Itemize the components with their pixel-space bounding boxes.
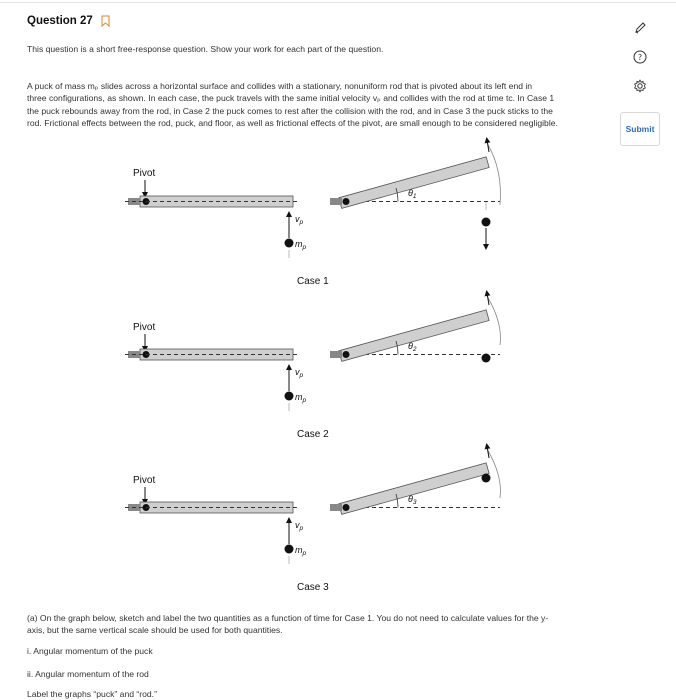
pivot-point bbox=[343, 504, 350, 511]
body-line: A puck of mass mₚ slides across a horizontal surface and collides with a stationary, nonuniform rod that is pivoted about its left end in bbox=[27, 81, 533, 91]
question-intro: This question is a short free-response question. Show your work for each part of the question. bbox=[27, 44, 384, 54]
velocity-label: $v_p$ bbox=[295, 367, 304, 379]
prompt-line: (a) On the graph below, sketch and label the two quantities as a function of time for Case 1. You do not need to calculate values for the y- bbox=[27, 613, 549, 623]
svg-text:?: ? bbox=[637, 53, 643, 62]
body-line: the puck rebounds away from the rod, in Case 2 the puck comes to rest after the collision with the rod, and in Case 3 the puck sticks to the bbox=[27, 105, 553, 116]
puck bbox=[482, 354, 491, 363]
part-a-prompt bbox=[27, 612, 602, 637]
mass-label: $m_p$ bbox=[295, 545, 307, 557]
angle-label: $\theta_2$ bbox=[408, 341, 417, 353]
angle-label: $\theta_3$ bbox=[408, 494, 417, 506]
case-2-diagram bbox=[125, 293, 500, 440]
puck bbox=[285, 392, 294, 401]
pivot-mount bbox=[330, 351, 342, 358]
pivot-label: Pivot bbox=[133, 475, 156, 486]
rod-rotated bbox=[339, 463, 489, 514]
rod-rotated bbox=[339, 310, 489, 361]
label-instruction: Label the graphs “puck” and “rod.” bbox=[27, 689, 157, 699]
puck bbox=[482, 474, 491, 483]
pivot-point bbox=[343, 198, 350, 205]
puck bbox=[285, 239, 294, 248]
velocity-label: $v_p$ bbox=[295, 214, 304, 226]
case-3-diagram bbox=[125, 446, 500, 593]
mass-label: $m_p$ bbox=[295, 392, 307, 404]
velocity-label: $v_p$ bbox=[295, 520, 304, 532]
part-a-item-ii: ii. Angular momentum of the rod bbox=[27, 669, 149, 679]
pivot-point bbox=[343, 351, 350, 358]
angle-label: $\theta_1$ bbox=[408, 188, 417, 200]
body-line: three configurations, as shown. In each case, the puck travels with the same initial velocity vₚ and collides with the rod at time tᴄ. In Case 1 bbox=[27, 93, 555, 104]
question-title: Question 27 bbox=[27, 15, 93, 27]
rod-rotated bbox=[339, 157, 489, 208]
prompt-line: axis, but the same vertical scale should be used for both quantities. bbox=[27, 625, 283, 636]
case-caption: Case 1 bbox=[297, 276, 329, 287]
rotation-path bbox=[487, 143, 500, 205]
body-line: rod. Frictional effects between the rod, puck, and floor, as well as frictional effects of the pivot, are small enough to be considered negligible. bbox=[27, 118, 558, 129]
case-caption: Case 3 bbox=[297, 582, 329, 593]
case-1-diagram bbox=[125, 140, 500, 287]
puck bbox=[285, 545, 294, 554]
part-a-item-i: i. Angular momentum of the puck bbox=[27, 646, 153, 656]
pivot-mount bbox=[330, 198, 342, 205]
submit-button[interactable]: Submit bbox=[620, 112, 660, 146]
puck bbox=[482, 218, 491, 227]
mass-label: $m_p$ bbox=[295, 239, 307, 251]
pivot-label: Pivot bbox=[133, 322, 156, 333]
case-caption: Case 2 bbox=[297, 429, 329, 440]
pivot-label: Pivot bbox=[133, 168, 156, 179]
pivot-mount bbox=[330, 504, 342, 511]
